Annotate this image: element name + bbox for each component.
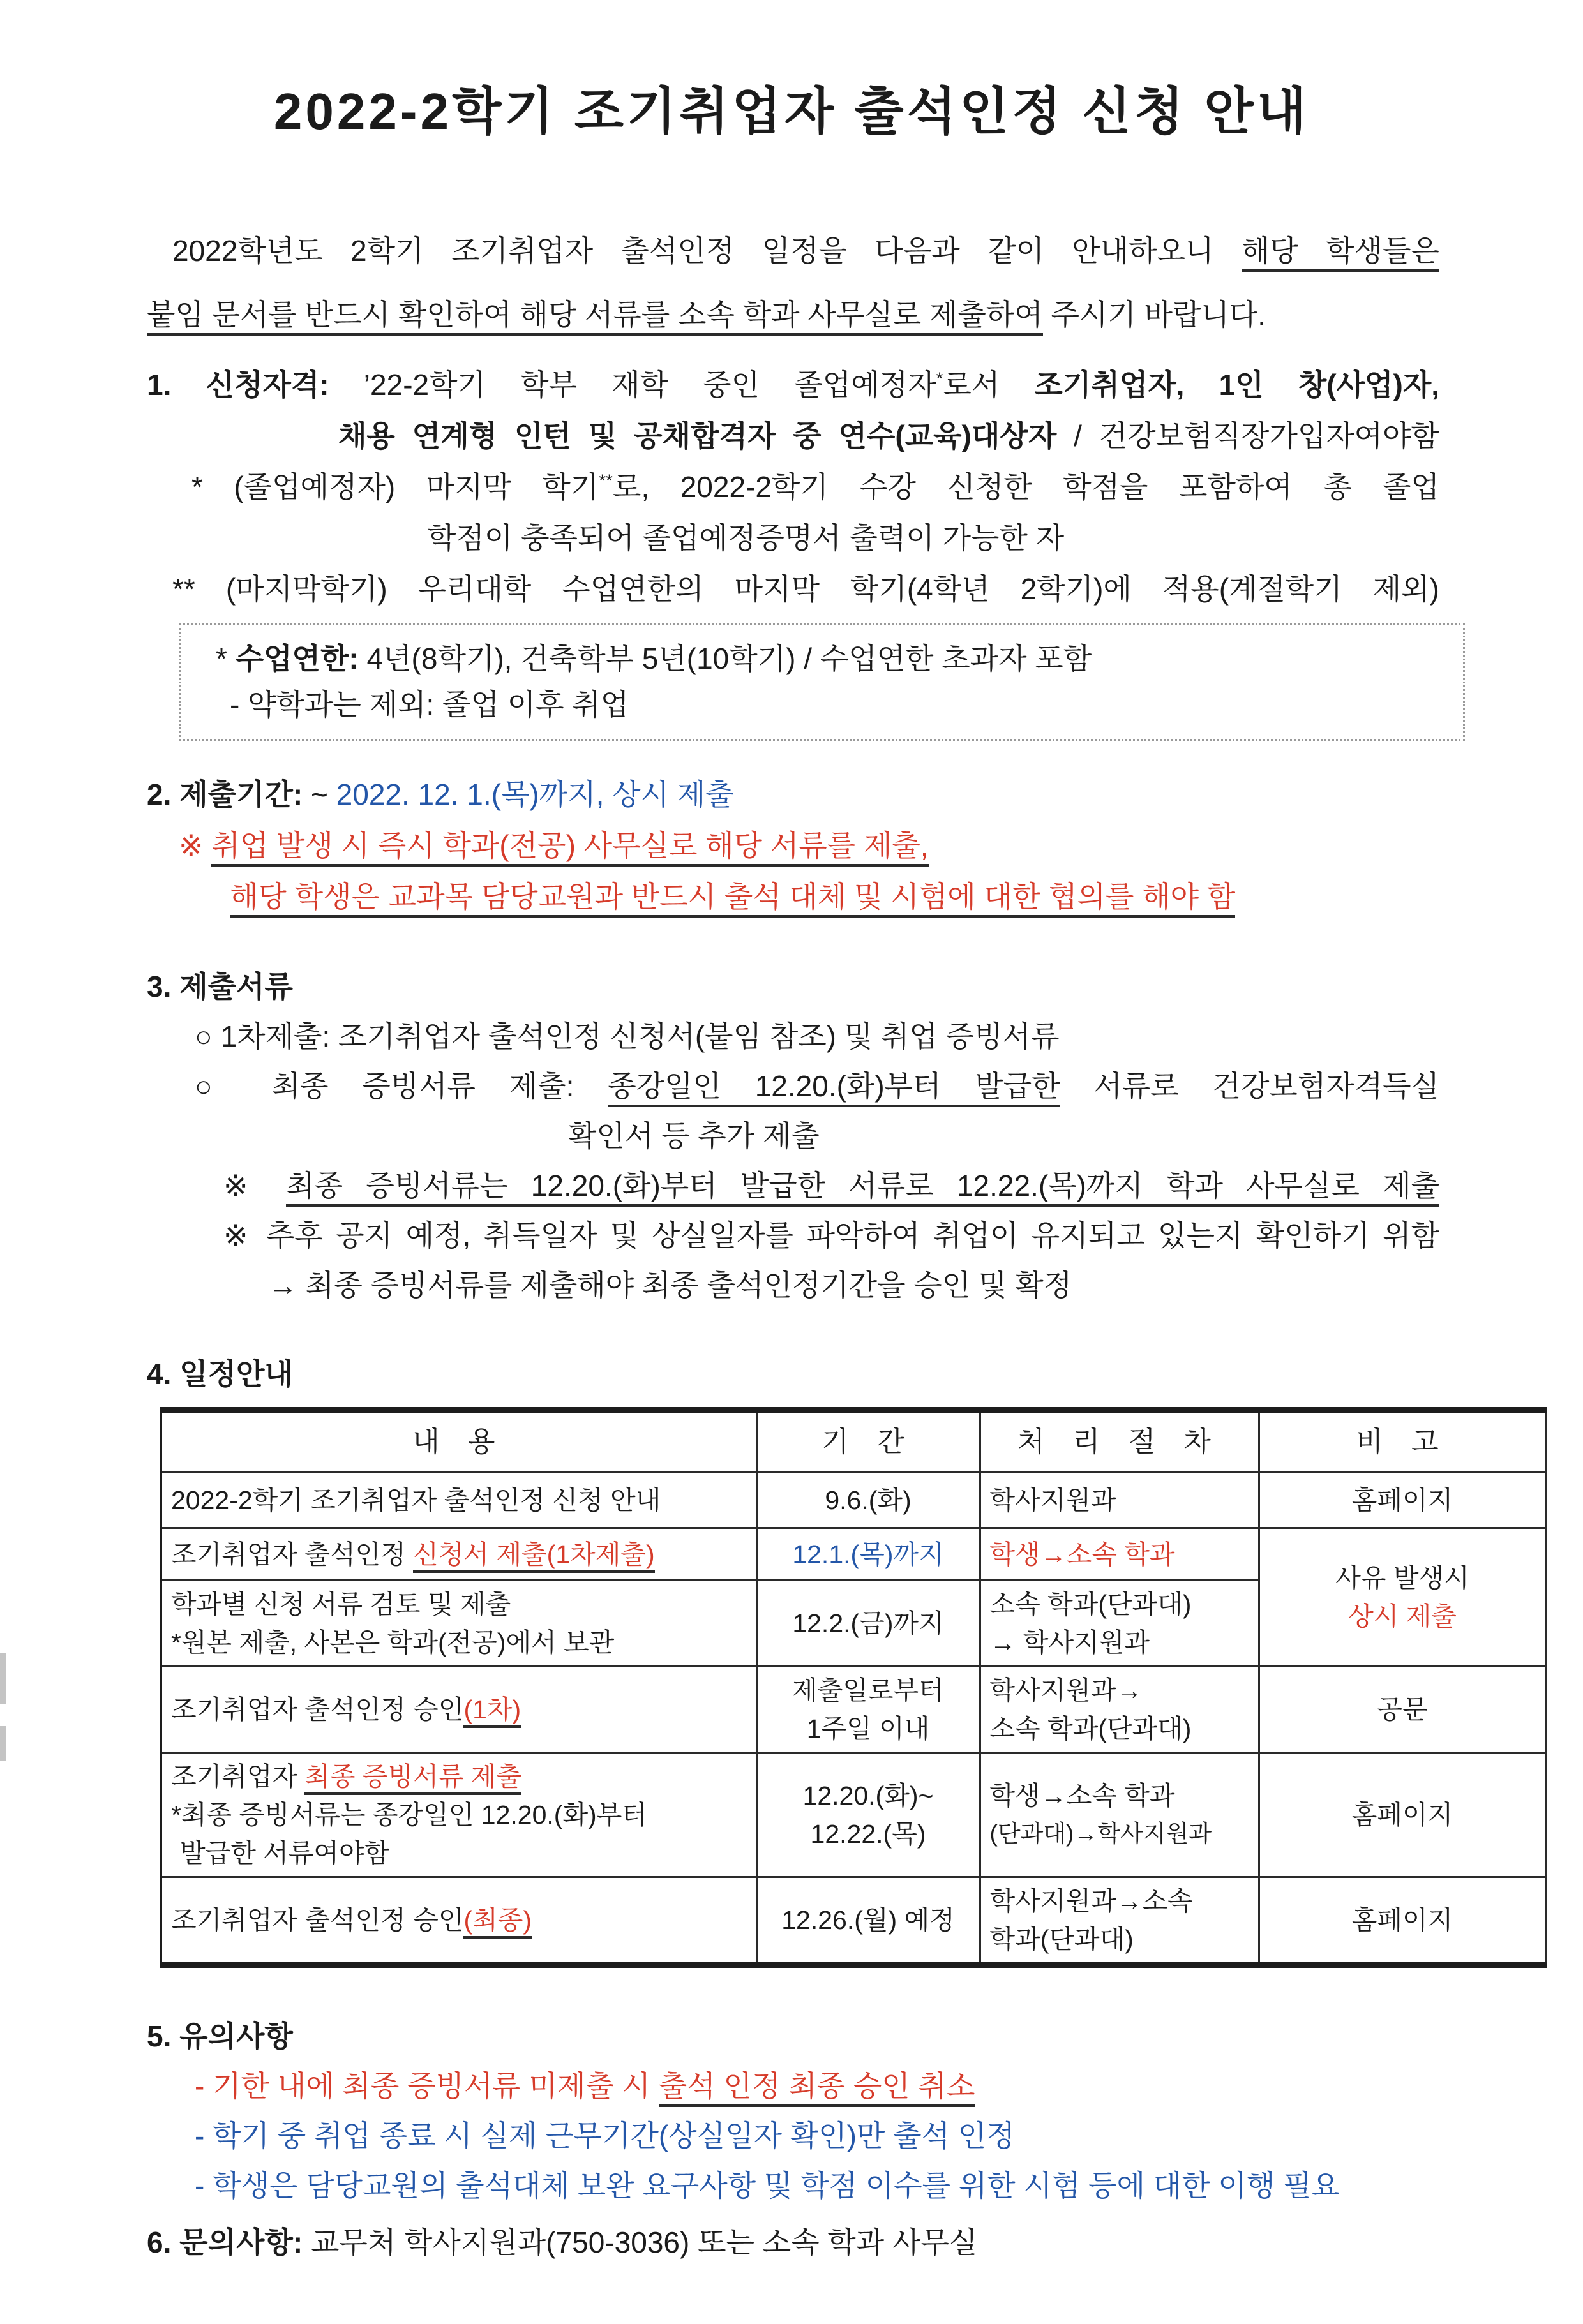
text-run: 학사지원과→: [989, 1676, 1143, 1705]
info-text: 학생은 담당교원의 출석대체 보완 요구사항 및 학점 이수를 위한 시험 등에 대한 이행 필요: [213, 2169, 1340, 2202]
text-run: [204, 2069, 213, 2103]
text-run: (단과대)→학사지원과: [989, 1821, 1212, 1847]
text-run: [253, 1219, 266, 1252]
underlined-warning-text: 출석 인정 최종 승인 취소: [659, 2069, 975, 2107]
underlined-text: 해당 학생들은: [1242, 234, 1439, 272]
cell-content: [161, 1753, 756, 1877]
text-run: 발급한 서류여야함: [180, 1838, 390, 1868]
footnote-mark: **: [599, 470, 613, 491]
cell-process: [980, 1753, 1259, 1877]
reference-mark: ※: [223, 1169, 264, 1202]
text-run: 1주일 이내: [806, 1714, 930, 1743]
cell-note: [1259, 1472, 1546, 1528]
s1-line-1: [147, 359, 1439, 410]
cell-process: [980, 1667, 1259, 1753]
text-run: 소속 학과(단과대): [989, 1714, 1192, 1743]
text-run: ** (마지막학기) 우리대학 수업연한의 마지막 학기(4학년 2학기)에 적용(계절학기 제외): [172, 572, 1439, 606]
notebox-line-1: [216, 636, 1444, 682]
cell-note: [1259, 1877, 1546, 1965]
section-number: 5. 유의사항: [147, 2020, 293, 2053]
text-run: *원본 제출, 사본은 학과(전공)에서 보관: [171, 1628, 615, 1657]
highlight-text: 신청서 제출(1차제출): [413, 1540, 654, 1573]
underlined-text: 최종 증빙서류는 12.20.(화)부터 발급한 서류로 12.22.(목)까지 학과 사무실로 제출: [286, 1169, 1439, 1207]
cell-period: [756, 1667, 980, 1753]
bullet-mark: ○: [195, 1069, 238, 1103]
section-number: 1. 신청자격:: [147, 368, 329, 401]
scanned-notice-page: [0, 83, 1583, 2324]
s3-bullet-2: [147, 1061, 1439, 1111]
s1-line-2: [147, 410, 1439, 461]
s5-item-2: [147, 2111, 1439, 2161]
s5-item-3: [147, 2161, 1439, 2210]
section-5-cautions: [147, 2011, 1439, 2210]
cell-process: [980, 1528, 1259, 1581]
text-run: 확인서 등 추가 제출: [568, 1119, 820, 1152]
text-run: 조기취업자 출석인정 승인: [171, 1905, 464, 1935]
cell-period: [756, 1472, 980, 1528]
text-run: 추후 공지 예정, 취득일자 및 상실일자를 파악하여 취업이 유지되고 있는지 확인하기 위함: [266, 1219, 1440, 1252]
text-run: 로, 2022-2학기 수강 신청한 학점을 포함하여 총 졸업: [613, 470, 1439, 503]
section-number: 6. 문의사항:: [147, 2226, 303, 2259]
emphasis-text: 수업연한:: [235, 642, 359, 675]
text-run: *: [216, 642, 236, 675]
text-run: 학생→소속 학과: [989, 1781, 1175, 1810]
cell-content: [161, 1581, 756, 1667]
dash-mark: -: [195, 2069, 205, 2103]
text-run: / 건강보험직장가입자여야함: [1056, 419, 1439, 452]
text-run: *최종 증빙서류는 종강일인 12.20.(화)부터: [171, 1800, 647, 1829]
text-run: [238, 1069, 272, 1103]
s2-heading: [147, 769, 1439, 820]
s2-note-1: [147, 820, 1439, 871]
text-run: 조기취업자 출석인정: [171, 1539, 414, 1569]
footnote-mark: *: [936, 368, 943, 389]
text-run: [297, 1269, 306, 1302]
section-6-contact: [147, 2217, 1439, 2268]
text-run: ’22-2학기 학부 재학 중인 졸업예정자: [329, 368, 936, 401]
contact-text: 교무처 학사지원과(750-3036) 또는 소속 학과 사무실: [303, 2226, 978, 2259]
s3-note-1: [147, 1161, 1439, 1210]
cell-note: [1259, 1667, 1546, 1753]
text-run: [263, 1169, 286, 1202]
text-run: 최종 증빙서류 제출:: [271, 1069, 608, 1103]
text-run: 12.22.(목): [810, 1819, 926, 1849]
cell-process: [980, 1877, 1259, 1965]
highlight-text: 상시 제출: [1348, 1602, 1457, 1631]
cell-period: [756, 1581, 980, 1667]
table-row: [161, 1667, 1546, 1753]
table-row: [161, 1877, 1546, 1965]
scan-artifact: [0, 1726, 6, 1761]
bullet-mark: ○: [195, 1020, 213, 1053]
col-header-period: 기 간: [756, 1410, 980, 1472]
section-1-eligibility: [147, 359, 1439, 615]
cell-process: [980, 1581, 1259, 1667]
cell-content: [161, 1472, 756, 1528]
underlined-text: 붙임 문서를 반드시 확인하여 해당 서류를 소속 학과 사무실로 제출하여: [147, 298, 1043, 336]
text-run: 최종 증빙서류를 제출해야 최종 출석인정기간을 승인 및 확정: [305, 1269, 1072, 1302]
text-run: - 약학과는 제외: 졸업 이후 취업: [230, 688, 629, 721]
table-row: [161, 1528, 1546, 1581]
section-3-documents: [147, 962, 1439, 1310]
intro-paragraph: [147, 219, 1439, 346]
text-run: 12.26.(월) 예정: [781, 1905, 955, 1935]
warning-text: 취업 발생 시 즉시 학과(전공) 사무실로 해당 서류를 제출,: [211, 829, 928, 867]
text-run: 2022학년도 2학기 조기취업자 출석인정 일정을 다음과 같이 안내하오니: [172, 234, 1242, 267]
text-run: 공문: [1377, 1695, 1428, 1724]
reference-mark: ※: [179, 829, 204, 862]
section-number: 4. 일정안내: [147, 1357, 293, 1390]
dash-mark: -: [195, 2169, 205, 2202]
text-run: * (졸업예정자) 마지막 학기: [191, 470, 599, 503]
text-run: 홈페이지: [1351, 1905, 1453, 1935]
emphasis-text: 채용 연계형 인턴 및 공채합격자 중 연수(교육)대상자: [338, 419, 1057, 452]
s2-note-2: [147, 871, 1439, 922]
warning-text: 기한 내에 최종 증빙서류 미제출 시: [213, 2069, 659, 2103]
page-title: 2022-2학기 조기취업자 출석인정 신청 안내: [273, 83, 1310, 140]
cell-period: [756, 1753, 980, 1877]
deadline-text: 12.1.(목)까지: [792, 1539, 944, 1569]
text-run: [204, 2119, 213, 2152]
text-run: 조기취업자: [171, 1762, 305, 1791]
table-header-row: [161, 1410, 1546, 1472]
s3-note-2: [147, 1210, 1439, 1260]
emphasis-text: 조기취업자, 1인 창(사업)자,: [1034, 368, 1439, 401]
underlined-text: 종강일인 12.20.(화)부터 발급한: [608, 1069, 1060, 1107]
cell-content: [161, 1877, 756, 1965]
text-run: 홈페이지: [1351, 1485, 1453, 1515]
s6-line: [147, 2217, 1439, 2268]
text-run: 로서: [943, 368, 1035, 401]
s1-footnote-1-wrap: [147, 512, 1439, 563]
s4-heading: [147, 1348, 1583, 1399]
scan-artifact: [0, 1653, 6, 1704]
text-run: 서류로 건강보험자격득실: [1060, 1069, 1439, 1103]
cell-note-merged: [1259, 1528, 1546, 1667]
cell-period: [756, 1877, 980, 1965]
warning-text: 해당 학생은 교과목 담당교원과 반드시 출석 대체 및 시험에 대한 협의를 해야 함: [230, 880, 1235, 918]
highlight-text: (최종): [463, 1905, 532, 1939]
text-run: 2022-2학기 조기취업자 출석인정 신청 안내: [171, 1485, 661, 1515]
text-run: 학과(단과대): [989, 1925, 1134, 1954]
text-run: 소속 학과(단과대): [989, 1590, 1192, 1619]
text-run: [204, 829, 212, 862]
dash-mark: -: [195, 2119, 205, 2152]
info-text: 학기 중 취업 종료 시 실제 근무기간(상실일자 확인)만 출석 인정: [213, 2119, 1015, 2152]
section-number: 3. 제출서류: [147, 970, 293, 1003]
text-run: [213, 1020, 221, 1053]
text-run: 4년(8학기), 건축학부 5년(10학기) / 수업연한 초과자 포함: [358, 642, 1092, 675]
text-run: 주시기 바랍니다.: [1042, 298, 1266, 331]
cell-process: [980, 1472, 1259, 1528]
cell-period: [756, 1528, 980, 1581]
s3-bullet-1: [147, 1011, 1439, 1061]
reference-mark: ※: [223, 1219, 253, 1252]
s5-item-1: [147, 2061, 1439, 2111]
highlight-text: (1차): [463, 1695, 521, 1728]
section-number: 2. 제출기간:: [147, 778, 303, 811]
text-run: 홈페이지: [1351, 1800, 1453, 1829]
table-row: [161, 1472, 1546, 1528]
col-header-process: 처 리 절 차: [980, 1410, 1259, 1472]
intro-line-1: [147, 219, 1439, 283]
s3-note-3: [147, 1260, 1439, 1310]
s5-heading: [147, 2011, 1439, 2061]
table-row: [161, 1753, 1546, 1877]
intro-line-2: [147, 283, 1439, 346]
text-run: ~: [303, 778, 336, 811]
text-run: 제출일로부터: [792, 1676, 944, 1705]
highlight-text: 최종 증빙서류 제출: [304, 1762, 521, 1795]
text-run: 12.20.(화)~: [802, 1781, 934, 1810]
s3-bullet-2-wrap: [147, 1111, 1439, 1161]
s1-footnote-2: [147, 563, 1439, 615]
text-run: 12.2.(금)까지: [792, 1609, 944, 1638]
notebox-line-2: [216, 682, 1444, 727]
s1-footnote-1: [147, 461, 1439, 512]
col-header-content: 내 용: [161, 1410, 756, 1472]
text-run: 학점이 충족되어 졸업예정증명서 출력이 가능한 자: [428, 521, 1065, 555]
cell-note: [1259, 1753, 1546, 1877]
text-run: 9.6.(화): [825, 1485, 912, 1515]
arrow-mark: →: [268, 1269, 297, 1302]
deadline-text: 2022. 12. 1.(목)까지, 상시 제출: [336, 778, 734, 811]
col-header-note: 비 고: [1259, 1410, 1546, 1472]
section-2-deadline: [147, 769, 1439, 922]
section-4-schedule: [147, 1348, 1583, 1399]
text-run: → 학사지원과: [989, 1628, 1150, 1657]
text-run: 1차제출: 조기취업자 출석인정 신청서(붙임 참조) 및 취업 증빙서류: [220, 1020, 1060, 1053]
highlight-text: 학생→소속 학과: [989, 1539, 1175, 1569]
text-run: 학사지원과: [989, 1485, 1116, 1515]
cell-content: [161, 1667, 756, 1753]
text-run: 학사지원과→소속: [989, 1886, 1193, 1916]
study-period-note-box: [179, 623, 1465, 741]
text-run: 학과별 신청 서류 검토 및 제출: [171, 1590, 511, 1619]
cell-content: [161, 1528, 756, 1581]
schedule-table: [160, 1407, 1547, 1968]
s3-heading: [147, 962, 1439, 1011]
text-run: 조기취업자 출석인정 승인: [171, 1695, 464, 1724]
text-run: [204, 2169, 213, 2202]
text-run: 사유 발생시: [1335, 1563, 1469, 1593]
